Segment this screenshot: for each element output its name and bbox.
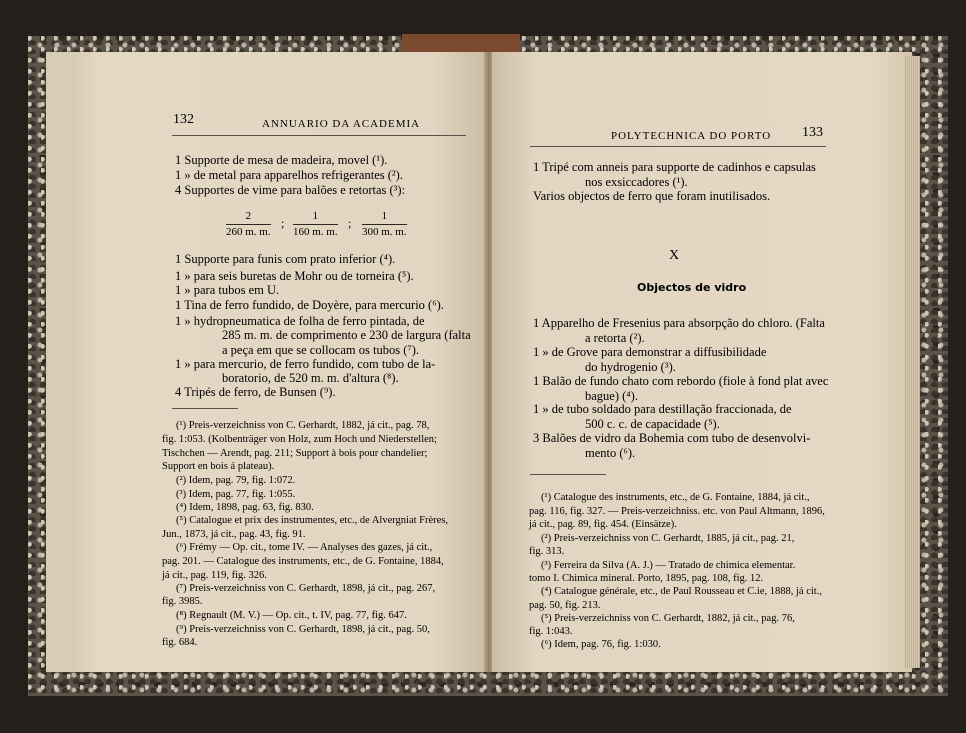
right-line-8: 1 Balão de fundo chato com rebordo (fiole à fond plat avec — [533, 374, 829, 388]
left-footnote: Jun., 1873, já cit., pag. 43, fig. 91. — [162, 529, 306, 540]
fraction-1 — [226, 211, 271, 238]
left-line-10: a peça em que se collocam os tubos (⁷). — [222, 343, 419, 357]
left-line-7: 1 Tina de ferro fundido, de Doyère, para mercurio (⁶). — [175, 298, 444, 312]
left-running-head: ANNUARIO DA ACADEMIA — [262, 118, 421, 130]
left-line-6: 1 » para tubos em U. — [175, 283, 280, 297]
right-line-5: a retorta (²). — [585, 331, 645, 345]
right-footnote: já cit., pag. 89, fig. 454. (Einsätze). — [529, 519, 677, 530]
section-number: X — [669, 248, 680, 263]
right-footnote: (¹) Catalogue des instruments, etc., de G. Fontaine, 1884, já cit., — [541, 492, 810, 503]
right-line-11: 500 c. c. de capacidade (⁵). — [585, 417, 720, 431]
right-footnote: tomo I. Chimica mineral. Porto, 1895, pag. 108, fig. 12. — [529, 573, 764, 584]
fraction-2-num: 1 — [293, 211, 338, 225]
fraction-3-den: 300 m. m. — [362, 225, 407, 238]
right-line-6: 1 » de Grove para demonstrar a diffusibilidade — [533, 345, 767, 359]
left-line-11: 1 » para mercurio, de ferro fundido, com tubo de la- — [175, 357, 436, 371]
right-line-13: mento (⁶). — [585, 446, 636, 460]
right-line-1: 1 Tripé com anneis para supporte de cadinhos e capsulas — [533, 160, 816, 174]
left-footnote: fig. 684. — [162, 637, 198, 648]
right-line-12: 3 Balões de vidro da Bohemia com tubo de desenvolvi- — [533, 431, 811, 445]
left-footnote: já cit., pag. 119, fig. 326. — [162, 570, 267, 581]
left-footnote-rule — [172, 408, 238, 409]
left-footnote: (⁹) Preis-verzeichniss von C. Gerhardt, 1898, já cit., pag. 50, — [176, 624, 430, 635]
right-footnote-rule — [530, 474, 606, 475]
left-line-12: boratorio, de 520 m. m. d'altura (⁸). — [222, 371, 399, 385]
right-footnote: pag. 50, fig. 213. — [529, 600, 601, 611]
right-line-10: 1 » de tubo soldado para destillação fraccionada, de — [533, 402, 792, 416]
right-footnote: pag. 116, fig. 327. — Preis-verzeichniss. etc. von Paul Altmann, 1896, — [529, 506, 825, 517]
left-footnote: fig. 3985. — [162, 596, 203, 607]
left-footnote: fig. 1:053. (Kolbenträger von Holz, zum Hoch und Niederstellen; — [162, 434, 437, 445]
right-footnote: (⁶) Idem, pag. 76, fig. 1:030. — [541, 639, 661, 650]
left-line-1: 1 Supporte de mesa de madeira, movel (¹). — [175, 153, 388, 167]
right-footnote: fig. 1:043. — [529, 626, 573, 637]
left-footnote: (⁴) Idem, 1898, pag. 63, fig. 830. — [176, 502, 314, 513]
fraction-separator: ; — [348, 216, 352, 230]
fraction-1-num: 2 — [226, 211, 271, 225]
left-footnote: Support en bois á plateau). — [162, 461, 275, 472]
right-line-3: Varios objectos de ferro que foram inutilisados. — [533, 189, 771, 203]
left-footnote: (⁷) Preis-verzeichniss von C. Gerhardt, 1898, já cit., pag. 267, — [176, 583, 436, 594]
left-footnote: (³) Idem, pag. 77, fig. 1:055. — [176, 489, 296, 500]
left-footnote: (¹) Preis-verzeichniss von C. Gerhardt, 1882, já cit., pag. 78, — [176, 420, 430, 431]
left-footnote: (²) Idem, pag. 79, fig. 1:072. — [176, 475, 296, 486]
right-footnote: (⁴) Catalogue générale, etc., de Paul Rousseau et C.ie, 1888, já cit., — [541, 586, 822, 597]
left-header-rule — [172, 135, 466, 136]
right-header-rule — [530, 146, 826, 147]
left-footnote: (⁶) Frémy — Op. cit., tome IV. — Analyses des gazes, já cit., — [176, 542, 433, 553]
left-footnote: (⁸) Regnault (M. V.) — Op. cit., t. IV, pag. 77, fig. 647. — [176, 610, 407, 621]
fraction-1-den: 260 m. m. — [226, 225, 271, 238]
right-line-7: do hydrogenio (³). — [585, 360, 676, 374]
right-footnote: fig. 313. — [529, 546, 565, 557]
page-edges — [904, 56, 920, 668]
fraction-separator: ; — [281, 216, 285, 230]
right-running-head: POLYTECHNICA DO PORTO — [611, 130, 772, 142]
right-footnote: (²) Preis-verzeichniss von C. Gerhardt, 1885, já cit., pag. 21, — [541, 533, 795, 544]
section-title: Objectos de vidro — [637, 281, 747, 294]
left-line-3: 4 Supportes de vime para balões e retortas (³): — [175, 183, 406, 197]
fraction-2-den: 160 m. m. — [293, 225, 338, 238]
left-line-2: 1 » de metal para apparelhos refrigerantes (²). — [175, 168, 403, 182]
left-footnote: (⁵) Catalogue et prix des instrumentes, etc., de Alvergniat Frères, — [176, 515, 449, 526]
right-line-9: bague) (⁴). — [585, 389, 638, 403]
left-line-4: 1 Supporte para funis com prato inferior (⁴). — [175, 252, 396, 266]
left-line-8: 1 » hydropneumatica de folha de ferro pintada, de — [175, 314, 425, 328]
fraction-3-num: 1 — [362, 211, 407, 225]
fraction-3 — [362, 211, 407, 238]
right-page-number: 133 — [802, 125, 823, 140]
fraction-2 — [293, 211, 338, 238]
left-footnote: pag. 201. — Catalogue des instruments, etc., de G. Fontaine, 1884, — [162, 556, 444, 567]
right-line-4: 1 Apparelho de Fresenius para absorpção do chloro. (Falta — [533, 316, 825, 330]
left-line-9: 285 m. m. de comprimento e 230 de largura (falta — [222, 328, 471, 342]
right-footnote: (³) Ferreira da Silva (A. J.) — Tratado de chimica elementar. — [541, 560, 796, 571]
right-footnote: (⁵) Preis-verzeichniss von C. Gerhardt, 1882, já cit., pag. 76, — [541, 613, 795, 624]
left-line-13: 4 Tripés de ferro, de Bunsen (⁹). — [175, 385, 336, 399]
left-footnote: Tischchen — Arendt, pag. 211; Support à bois pour chandelier; — [162, 448, 428, 459]
right-line-2: nos exsiccadores (¹). — [585, 175, 688, 189]
left-line-5: 1 » para seis buretas de Mohr ou de torneira (⁵). — [175, 269, 414, 283]
left-page-number: 132 — [173, 112, 194, 127]
